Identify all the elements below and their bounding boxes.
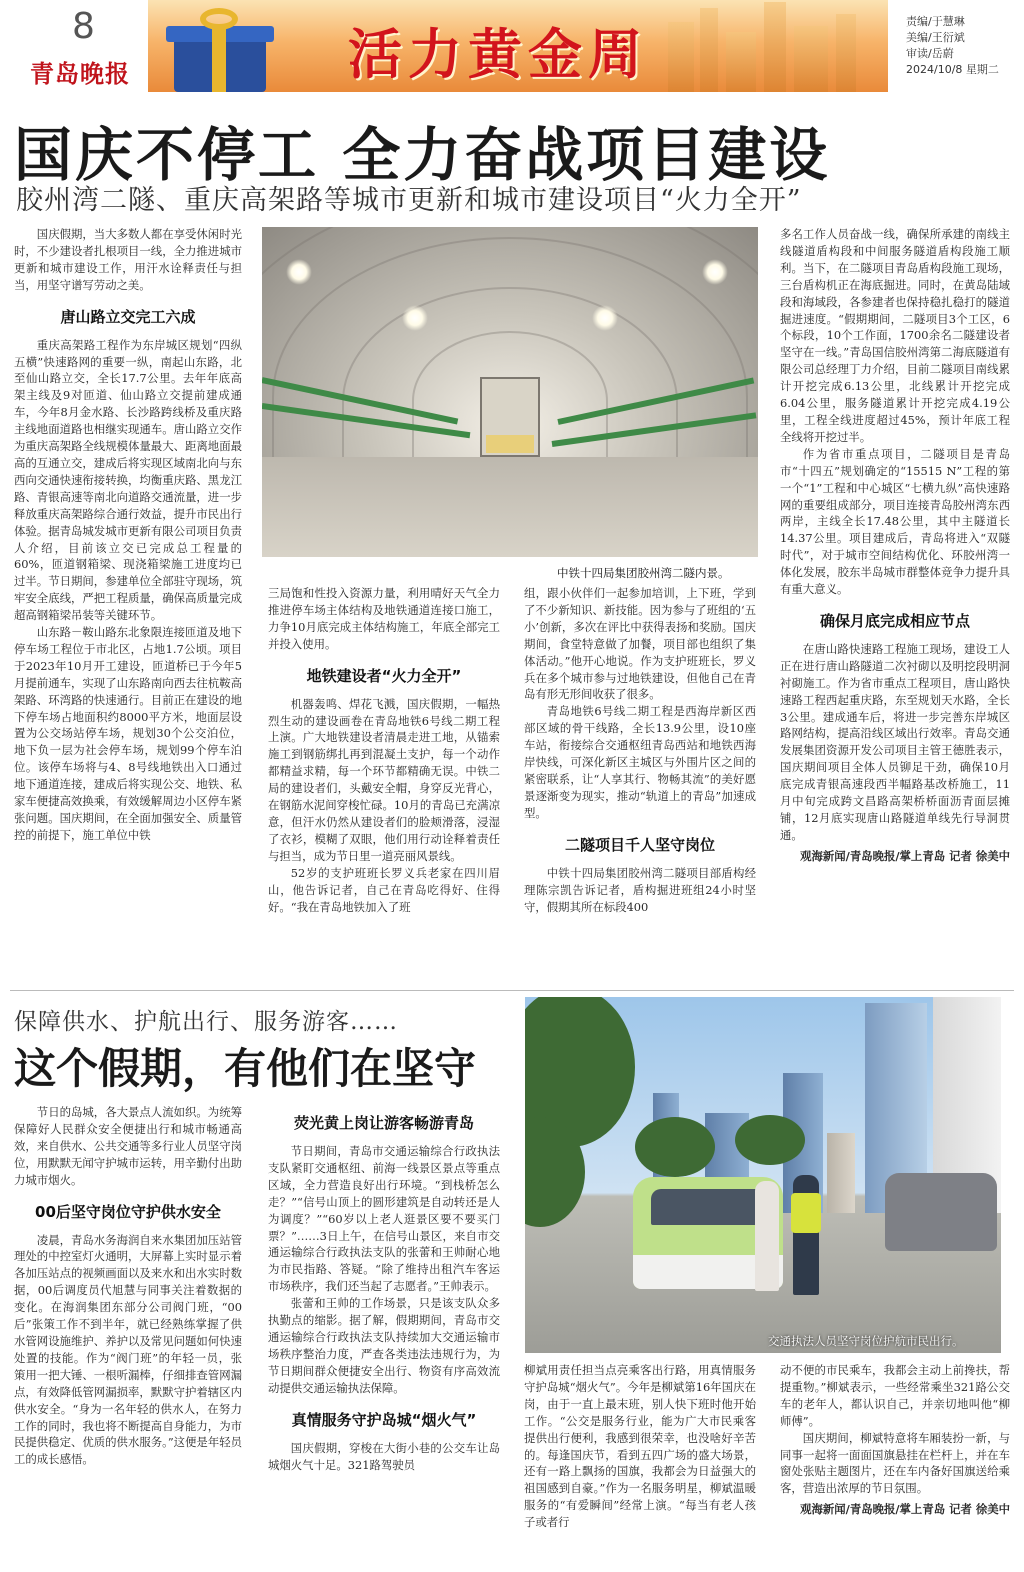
main-headline: 国庆不停工 全力奋战项目建设 bbox=[14, 121, 831, 189]
paragraph: 张蕾和王帅的工作场景，只是该支队众多执勤点的缩影。据了解，假期期间，青岛市交通运输综合行政执法支队持续加大交通运输市场秩序整治力度，严查各类违法违规行为，为节日期间群众便捷安全出行、物资有序高效流动提供交通运输执法保障。 bbox=[268, 1296, 500, 1395]
section-banner bbox=[148, 0, 888, 92]
paragraph: 作为省市重点项目，二隧项目是青岛市“十四五”规划确定的“15515 N”工程的第一个“1”工程和中心城区“七横九纵”高快速路网的重要组成部分，项目连接青岛胶州湾东西两岸，主线全长17.48公里，其中主隧道长14.37公里。项目建成后，青岛将进入“双隧时代”，对于城市空间结构优化、环胶州湾一体化发展，胶东半岛城市群整体竞争力提升具有重大意义。 bbox=[780, 446, 1010, 597]
section-heading: 确保月底完成相应节点 bbox=[819, 611, 970, 630]
paragraph: 机器轰鸣、焊花飞溅，国庆假期，一幅热烈生动的建设画卷在青岛地铁6号线二期工程上演。广大地铁建设者清晨走进工地，从锚索施工到钢筋绑扎再到混凝土支护，每一个动作都精益求精，每一个环节都精确无误。中铁二局的建设者们，头戴安全帽，身穿反光背心，在钢筋水泥间穿梭忙碌。10月的青岛已充满凉意，但汗水仍然从建设者们的脸颊滑落，浸湿了衣衫，模糊了双眼，他们用行动诠释着责任与担当，成为节日里一道亮丽风景线。 bbox=[268, 696, 500, 863]
article1-column-3 bbox=[524, 585, 756, 971]
section-divider bbox=[10, 990, 1014, 991]
section-heading: 唐山路立交完工六成 bbox=[60, 307, 196, 326]
paragraph: 在唐山路快速路工程施工现场，建设工人正在进行唐山路隧道二次衬砌以及明挖段明洞衬砌施工。作为省市重点工程项目，唐山路快速路工程西起重庆路，东至规划天水路，全长3公里。建成通车后，将进一步完善东岸城区路网结构，提高沿线区域出行效率。青岛交通发展集团资源开发公司项目主管王德胜表示，国庆期间项目全体人员铆足干劲，确保10月底完成青银高速段西半幅路基改桥施工，11月中旬完成跨文昌路高架桥桥面沥青面层摊铺，12月底实现唐山路隧道单线先行导洞贯通。 bbox=[780, 641, 1010, 842]
issue-date: 2024/10/8 星期二 bbox=[906, 63, 999, 76]
paragraph: 组，跟小伙伴们一起参加培训，上下班，学到了不少新知识、新技能。因为参与了班组的‘五小’创新，多次在评比中获得表扬和奖励。国庆期间，食堂特意做了加餐，项目部也组织了集体活动。”他开心地说。作为支护班班长，罗义兵在多个城市参与过地铁建设，但他自己在青岛有形无形间收获了很多。 bbox=[524, 586, 756, 702]
section-heading: 二隧项目千人坚守岗位 bbox=[564, 835, 715, 854]
section-title: 活力黄金周 bbox=[348, 22, 648, 86]
article2-column-4 bbox=[780, 1362, 1010, 1564]
page-number: 8 bbox=[72, 6, 95, 47]
paragraph: 国庆期间，柳斌特意将车厢装扮一新，与同事一起将一面面国旗悬挂在栏杆上，并在车窗处张贴主题图片，还在车内备好国旗送给乘客，营造出浓厚的节日氛围。 bbox=[780, 1430, 1010, 1496]
editor-credits bbox=[906, 14, 999, 78]
section-heading: 真情服务守护岛城“烟火气” bbox=[291, 1410, 477, 1429]
credit-proofreader: 审读/岳蔚 bbox=[906, 47, 954, 60]
photo-caption: 交通执法人员坚守岗位护航市民出行。 bbox=[768, 1334, 964, 1348]
article2-column-1 bbox=[14, 1104, 242, 1564]
paragraph: 52岁的支护班班长罗义兵老家在四川眉山，他告诉记者，自己在青岛吃得好、住得好。“我在青岛地铁加入了班 bbox=[268, 865, 500, 914]
paragraph: 凌晨，青岛水务海润自来水集团加压站管理处的中控室灯火通明，大屏幕上实时显示着各加压站点的视频画面以及来水和出水实时数据，00后调度员代旭慧与同事关注着数据的变化。在海润集团东部分公司阀门班，“00后”张策工作不到半年，就已经熟练掌握了供水管网设施维护、养护以及常见问题如何快速处置的技能。作为“阀门班”的年轻一员，张策用一把大锤、一根听漏棒，仔细排查管网漏点，有效降低管网漏损率，默默守护着辖区内供水安全。“身为一名年轻的供水人，在努力工作的同时，我也将不断提高自身能力，为市民提供稳定、优质的供水服务。”这便是年轻员工的成长感悟。 bbox=[14, 1232, 242, 1467]
paragraph: 动不便的市民乘车，我都会主动上前搀扶，帮提重物。”柳斌表示，一些经常乘坐321路公交车的老年人，都认识自己，并亲切地叫他“柳师傅”。 bbox=[780, 1363, 1010, 1428]
paragraph: 多名工作人员奋战一线，确保所承建的南线主线隧道盾构段和中间服务隧道盾构段施工顺利。当下，在二隧项目青岛盾构段施工现场，三台盾构机正在海底掘进。同时，在黄岛陆域段和海域段，各参建者也保持稳扎稳打的隧道掘进速度。“假期期间，二隧项目3个工区，6个标段，10个工作面，1700余名二隧建设者坚守在一线。”青岛国信胶州湾第二海底隧道有限公司总经理丁力介绍，目前二隧项目南线累计开挖完成6.13公里，北线累计开挖完成6.04公里，服务隧道累计开挖完成4.19公里，工程全线进度超过45%，预计年底工程全线将开挖过半。 bbox=[780, 227, 1010, 444]
article1-column-2 bbox=[268, 585, 500, 971]
article1-column-4 bbox=[780, 226, 1010, 971]
citizen-figure bbox=[755, 1181, 779, 1291]
byline: 观海新闻/青岛晚报/掌上青岛 记者 徐美中 bbox=[800, 1502, 1010, 1517]
paragraph: 中铁十四局集团胶州湾二隧项目部盾构经理陈宗凯告诉记者，盾构掘进班组24小时坚守，假期其所在标段400 bbox=[524, 865, 756, 914]
newspaper-logo: 青岛晚报 bbox=[30, 59, 130, 88]
article2-column-3 bbox=[524, 1362, 756, 1564]
paragraph: 柳斌用责任担当点亮乘客出行路，用真情服务守护岛城“烟火气”。今年是柳斌第16年国庆在岗，由于一直上最末班，别人快下班时他开始工作。“公交是服务行业，能为广大市民乘客提供出行便利，我感到很荣幸，也没啥好辛苦的。每逢国庆节，看到五四广场的盛大场景，还有一路上飘扬的国旗，我都会为日益强大的祖国感到自豪。”作为一名服务明星，柳斌温暖服务的“有爱瞬间”经常上演。“每当有老人孩子或者行 bbox=[524, 1363, 756, 1530]
section-heading: 荧光黄上岗让游客畅游青岛 bbox=[293, 1114, 474, 1132]
paragraph: 节日期间，青岛市交通运输综合行政执法支队紧盯交通枢纽、前海一线景区景点等重点区域，全力营造良好出行环境。“到栈桥怎么走？”“信号山顶上的圆形建筑是自动转还是人为调度？”“60岁以上老人逛景区要不要买门票？”……3日上午，在信号山景区，来自市交通运输综合行政执法支队的张蕾和王帅耐心地为市民指路、答疑。“除了维持出租汽车客运市场秩序，我们还当起了志愿者。”王帅表示。 bbox=[268, 1144, 500, 1294]
tunnel-vehicle bbox=[480, 377, 540, 457]
paragraph: 山东路－鞍山路东北象限连接匝道及地下停车场工程位于市北区，占地1.7公顷。项目于2023年10月开工建设，匝道桥已于今年5月提前通车，实现了山东路南向西去往杭鞍高架路、环湾路的快速通行。目前正在建设的地下停车场占地面积约8000平方米，地面层设置为公交场站停车场，规划30个公交泊位，地下负一层为社会停车场，规划99个停车泊位。该停车场将与4、8号线地铁出入口通过地下通道连接，建成后将实现公交、地铁、私家车便捷高效换乘，有效缓解周边小区停车紧张问题。国庆期间，在全面加强安全、质量管控的前提下，施工单位中铁 bbox=[14, 625, 242, 842]
article1-column-1 bbox=[14, 226, 242, 970]
paragraph: 国庆假期，穿梭在大街小巷的公交车让岛城烟火气十足。321路驾驶员 bbox=[268, 1440, 500, 1472]
article2-kicker: 保障供水、护航出行、服务游客…… bbox=[14, 1009, 398, 1035]
article2-headline: 这个假期，有他们在坚守 bbox=[14, 1044, 477, 1093]
article2-column-2 bbox=[268, 1104, 500, 1564]
traffic-officer-photo bbox=[525, 997, 1001, 1353]
paragraph: 青岛地铁6号线二期工程是西海岸新区西部区域的骨干线路，全长13.9公里，设10座车站，衔接综合交通枢纽青岛西站和地铁西海岸快线，可深化新区主城区与外围片区之间的紧密联系，让“人享其行、物畅其流”的美好愿景逐渐变为现实，推动“轨道上的青岛”加速成型。 bbox=[524, 704, 756, 820]
suv-car bbox=[885, 1173, 997, 1251]
credit-editor: 责编/于慧琳 bbox=[906, 15, 965, 28]
sub-headline: 胶州湾二隧、重庆高架路等城市更新和城市建设项目“火力全开” bbox=[16, 185, 802, 216]
byline: 观海新闻/青岛晚报/掌上青岛 记者 徐美中 bbox=[800, 848, 1010, 863]
paragraph: 三局饱和性投入资源力量，利用晴好天气全力推进停车场主体结构及地铁通道连接口施工，力争10月底完成主体结构施工，年底全部完工并投入使用。 bbox=[268, 586, 500, 651]
credit-designer: 美编/王衍斌 bbox=[906, 31, 965, 44]
paragraph: 节日的岛城，各大景点人流如织。为统筹保障好人民群众安全便捷出行和城市畅通高效，来自供水、公共交通等多行业人员坚守岗位，用默默无闻守护城市运转，用辛勤付出助力城市烟火。 bbox=[14, 1105, 242, 1187]
section-heading: 00后坚守岗位守护供水安全 bbox=[35, 1202, 221, 1221]
paragraph: 重庆高架路工程作为东岸城区规划“四纵五横”快速路网的重要一纵，南起山东路，北至仙山路立交，全长17.7公里。去年年底高架主线及9对匝道、仙山路立交提前建成通车，今年8月金水路、长沙路跨线桥及重庆路主线地面道路也相继实现通车。唐山路立交作为重庆高架路全线规模体量最大、距离地面最高的互通立交，建成后将实现区域南北向与东西向交通快速衔接转换，均衡重庆路、黑龙江路、青银高速等南北向道路交通流量，进一步释放重庆高架路综合通行效益，提升市民出行体验。据青岛城发城市更新有限公司项目负责人介绍，目前该立交已完成总工程量的60%，匝道钢箱梁、现浇箱梁施工进度均已过半。节日期间，参建单位全部驻守现场，筑牢安全底线，严把工程质量，确保高质量完成超高钢箱梁吊装等关键环节。 bbox=[14, 337, 242, 623]
traffic-officer-figure bbox=[793, 1175, 819, 1295]
photo-caption: 中铁十四局集团胶州湾二隧内景。 bbox=[557, 566, 730, 580]
tunnel-photo bbox=[262, 227, 758, 557]
section-heading: 地铁建设者“火力全开” bbox=[306, 666, 462, 685]
paragraph: 国庆假期，当大多数人都在享受休闲时光时，不少建设者扎根项目一线，全力推进城市更新和城市建设工作，用汗水诠释责任与担当，用坚守谱写劳动之美。 bbox=[14, 227, 242, 292]
